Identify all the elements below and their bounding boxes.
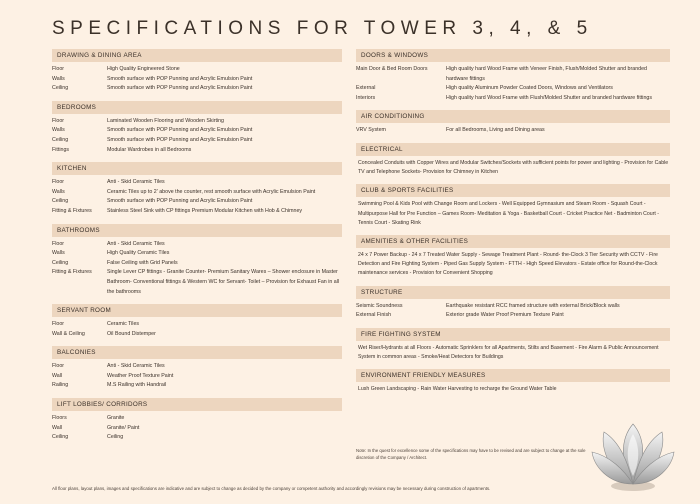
spec-label: Ceiling bbox=[52, 434, 69, 441]
section-bedrooms bbox=[52, 101, 342, 155]
spec-value: High quality hard Wood Frame with Flush/Molded Shutter and branded hardware fittings bbox=[446, 94, 653, 101]
spec-label: Ceiling bbox=[52, 259, 69, 266]
spec-value: Laminated Wooden Flooring and Wooden Skirting bbox=[107, 117, 224, 124]
spec-row bbox=[52, 362, 342, 372]
spec-label: Ceiling bbox=[52, 85, 69, 92]
spec-paragraph: Lush Green Landscaping - Rain Water Harvesting to recharge the Ground Water Table bbox=[358, 386, 557, 393]
spec-row bbox=[52, 372, 342, 382]
spec-label: Floor bbox=[52, 66, 65, 72]
spec-row bbox=[52, 259, 342, 269]
section-balconies bbox=[52, 346, 342, 391]
spec-value: M.S Railing with Handrail bbox=[107, 382, 167, 389]
spec-label: Walls bbox=[52, 127, 65, 134]
section-heading: STRUCTURE bbox=[356, 286, 670, 299]
section-heading: ELECTRICAL bbox=[356, 143, 670, 156]
section-drawing-dining-area bbox=[52, 49, 342, 94]
section-air-conditioning bbox=[356, 110, 670, 136]
spec-label: Ceiling bbox=[52, 136, 69, 143]
section-heading: AMENITIES & OTHER FACILITIES bbox=[356, 235, 670, 248]
spec-value: False Ceiling with Grid Panels bbox=[107, 259, 178, 266]
section-heading: LIFT LOBBIES/ CORRIDORS bbox=[52, 398, 342, 411]
section-heading: ENVIRONMENT FRIENDLY MEASURES bbox=[356, 369, 670, 382]
section-environment-friendly-measures bbox=[356, 369, 670, 394]
section-amenities-other-facilities bbox=[356, 235, 670, 279]
spec-label: VRV System bbox=[356, 127, 386, 134]
spec-label: Fitting & Fixtures bbox=[52, 269, 92, 276]
section-kitchen bbox=[52, 162, 342, 216]
spec-label: Fittings bbox=[52, 146, 70, 153]
section-fire-fighting-system bbox=[356, 328, 670, 362]
section-heading: AIR CONDITIONING bbox=[356, 110, 670, 123]
spec-paragraph: Wet Riser/Hydrants at all Floors - Automatic Sprinklers for all Apartments, Stilts and Basement - Fire Alarm & Public Announcement System in common areas - Smoke/Heat Detectors for Buildings bbox=[358, 344, 659, 360]
section-heading: FIRE FIGHTING SYSTEM bbox=[356, 328, 670, 341]
spec-row bbox=[356, 311, 670, 321]
spec-label: External Finish bbox=[356, 312, 392, 319]
section-electrical bbox=[356, 143, 670, 177]
spec-label: Walls bbox=[52, 188, 65, 195]
spec-value: Exterior grade Water Proof Premium Texture Paint bbox=[446, 312, 564, 319]
spec-label: Walls bbox=[52, 250, 65, 257]
spec-row bbox=[52, 433, 342, 443]
section-heading: CLUB & SPORTS FACILITIES bbox=[356, 184, 670, 197]
spec-label: Wall bbox=[52, 372, 63, 379]
lotus-logo-icon bbox=[590, 404, 676, 494]
spec-value: Smooth surface with POP Punning and Acrylic Emulsion Paint bbox=[107, 75, 253, 82]
spec-label: Wall & Ceiling bbox=[52, 330, 85, 337]
spec-paragraph: 24 x 7 Power Backup - 24 x 7 Treated Water Supply - Sewage Treatment Plant - Round- the-Clock 3 Tier Security with CCTV - Fire Detection and Fire Fighting System - Piped Gas Supply System - FTTH - High Speed Elevators - Estate office for Round-the-Clock maintenance services - Provision for Convenient Shopping bbox=[358, 251, 658, 277]
spec-value: Ceramic Tiles bbox=[107, 321, 140, 328]
left-column bbox=[52, 49, 342, 450]
spec-label: Seismic Soundness bbox=[356, 302, 403, 309]
spec-label: Floor bbox=[52, 117, 65, 124]
section-structure bbox=[356, 286, 670, 321]
spec-value: Smooth surface with POP Punning and Acrylic Emulsion Paint bbox=[107, 198, 253, 205]
spec-row bbox=[52, 75, 342, 85]
spec-value: High quality hard Wood Frame with Veneer Finish, Flush/Molded Shutter and branded hardware fittings bbox=[446, 66, 647, 82]
spec-value: Smooth surface with POP Punning and Acrylic Emulsion Paint bbox=[107, 136, 253, 143]
spec-value: Granite/ Paint bbox=[107, 424, 140, 431]
spec-row bbox=[52, 268, 342, 297]
footer-disclaimer: All floor plans, layout plans, images and specifications are indicative and are subject to change as decided by the company or competent authority and accordingly revisions may be necessary during construction of apartments. bbox=[52, 486, 491, 491]
section-heading: KITCHEN bbox=[52, 162, 342, 175]
section-heading: SERVANT ROOM bbox=[52, 304, 342, 317]
spec-paragraph: Swimming Pool & Kids Pool with Change Room and Lockers - Well Equipped Gymnasium and Steam Room - Squash Court - Multipurpose Hall for Pre Function – Games Room- Meditation & Yoga - Basketball Court - Cricket Practice Net - Badminton Court - Tennis Court - Skating Rink bbox=[358, 201, 659, 226]
spec-value: Oil Bound Distemper bbox=[107, 330, 156, 337]
spec-value: Ceramic Tiles up to 2' above the counter, rest smooth surface with Acrylic Emulsion Paint bbox=[107, 188, 316, 195]
spec-row bbox=[52, 146, 342, 156]
spec-row bbox=[52, 65, 342, 75]
spec-value: For all Bedrooms, Living and Dining areas bbox=[446, 127, 545, 134]
spec-value: Earthquake resistant RCC framed structure with external Brick/Block walls bbox=[446, 302, 620, 309]
spec-label: Fitting & Fixtures bbox=[52, 207, 92, 214]
spec-value: Single Lever CP fittings - Granite Counter- Premium Sanitary Wares – Shower enclosure in Master Bathroom- Conventional fittings & Western WC for Servant- Toilet – Provision for Exhaust Fan in all the bathrooms bbox=[107, 269, 340, 295]
spec-label: Ceiling bbox=[52, 198, 69, 205]
spec-row bbox=[52, 424, 342, 434]
section-club-sports-facilities bbox=[356, 184, 670, 228]
spec-label: Floor bbox=[52, 240, 65, 247]
spec-label: Interiors bbox=[356, 94, 376, 101]
spec-row bbox=[356, 65, 670, 84]
spec-label: Walls bbox=[52, 75, 65, 82]
page-title: SPECIFICATIONS FOR TOWER 3, 4, & 5 bbox=[52, 18, 593, 39]
spec-row bbox=[52, 136, 342, 146]
spec-label: Floor bbox=[52, 179, 65, 186]
spec-label: Railing bbox=[52, 382, 69, 389]
spec-row bbox=[52, 117, 342, 127]
spec-value: Weather Proof Texture Paint bbox=[107, 372, 174, 379]
spec-row bbox=[52, 381, 342, 391]
spec-row bbox=[52, 188, 342, 198]
spec-value: Ceiling bbox=[107, 434, 124, 441]
section-lift-lobbies-corridors bbox=[52, 398, 342, 443]
spec-row bbox=[52, 320, 342, 330]
section-heading: DRAWING & DINING AREA bbox=[52, 49, 342, 62]
spec-value: Granite bbox=[107, 415, 125, 422]
spec-value: High quality Aluminum Powder Coated Doors, Windows and Ventilators bbox=[446, 85, 613, 92]
spec-row bbox=[52, 414, 342, 424]
spec-row bbox=[52, 207, 342, 217]
spec-label: Main Door & Bed Room Doors bbox=[356, 66, 428, 72]
section-heading: BALCONIES bbox=[52, 346, 342, 359]
section-heading: DOORS & WINDOWS bbox=[356, 49, 670, 62]
spec-row bbox=[356, 302, 670, 312]
spec-row bbox=[52, 126, 342, 136]
spec-row bbox=[356, 126, 670, 136]
spec-row bbox=[52, 240, 342, 250]
section-heading: BATHROOMS bbox=[52, 224, 342, 237]
spec-label: Floor bbox=[52, 363, 65, 370]
disclaimer-note: Note: In the quest for excellence some of the specifications may have to be revised and are subject to change at the sole discretion of the Company / Architect. bbox=[356, 448, 586, 460]
spec-value: Anti - Skid Ceramic Tiles bbox=[107, 179, 165, 186]
spec-value: Smooth surface with POP Punning and Acrylic Emulsion Paint bbox=[107, 85, 253, 92]
spec-value: Anti - Skid Ceramic Tiles bbox=[107, 240, 165, 247]
spec-row bbox=[52, 84, 342, 94]
spec-value: High Quality Engineered Stone bbox=[107, 66, 180, 72]
spec-row bbox=[356, 94, 670, 104]
spec-value: Smooth surface with POP Punning and Acrylic Emulsion Paint bbox=[107, 127, 253, 134]
spec-value: Stainless Steel Sink with CP fittings Premium Modular Kitchen with Hob & Chimney bbox=[107, 207, 303, 214]
spec-value: High Quality Ceramic Tiles bbox=[107, 250, 170, 257]
right-column bbox=[356, 49, 670, 401]
section-heading: BEDROOMS bbox=[52, 101, 342, 114]
spec-value: Anti - Skid Ceramic Tiles bbox=[107, 363, 165, 370]
spec-label: External bbox=[356, 85, 376, 92]
spec-row bbox=[52, 330, 342, 340]
spec-label: Wall bbox=[52, 424, 63, 431]
section-bathrooms bbox=[52, 224, 342, 298]
spec-paragraph: Concealed Conduits with Copper Wires and Modular Switches/Sockets with sufficient points for power and lighting - Provision for Cable TV and Telephone Sockets- Provision for Chimney in Kitchen bbox=[358, 159, 669, 176]
spec-row bbox=[356, 84, 670, 94]
spec-label: Floors bbox=[52, 415, 67, 422]
section-servant-room bbox=[52, 304, 342, 339]
spec-row bbox=[52, 197, 342, 207]
spec-row bbox=[52, 178, 342, 188]
spec-label: Floor bbox=[52, 321, 65, 328]
spec-value: Modular Wardrobes in all Bedrooms bbox=[107, 146, 192, 153]
section-doors-windows bbox=[356, 49, 670, 103]
spec-row bbox=[52, 249, 342, 259]
